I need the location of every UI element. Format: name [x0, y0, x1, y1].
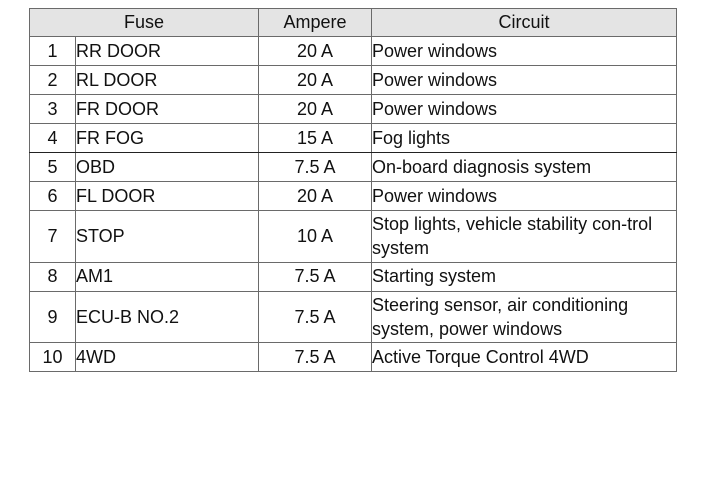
- table-row: [30, 291, 677, 343]
- fuse-number: 7: [30, 211, 76, 263]
- header-circuit: Circuit: [372, 9, 677, 37]
- fuse-name: FR FOG: [76, 124, 259, 153]
- table-row: [30, 211, 677, 263]
- table-row: [30, 153, 677, 182]
- fuse-number: 6: [30, 182, 76, 211]
- fuse-circuit: Steering sensor, air conditioning system, power windows: [372, 291, 677, 343]
- fuse-ampere: 7.5 A: [259, 291, 372, 343]
- fuse-circuit: Power windows: [372, 37, 677, 66]
- fuse-circuit: Stop lights, vehicle stability con-trol system: [372, 211, 677, 263]
- fuse-name: ECU-B NO.2: [76, 291, 259, 343]
- fuse-ampere: 7.5 A: [259, 153, 372, 182]
- fuse-number: 10: [30, 343, 76, 372]
- table-row: [30, 182, 677, 211]
- fuse-number: 8: [30, 262, 76, 291]
- fuse-circuit: Starting system: [372, 262, 677, 291]
- table-row: [30, 95, 677, 124]
- fuse-ampere: 20 A: [259, 182, 372, 211]
- table-row: [30, 37, 677, 66]
- fuse-ampere: 10 A: [259, 211, 372, 263]
- table-row: [30, 343, 677, 372]
- table-header-row: [30, 9, 677, 37]
- fuse-ampere: 20 A: [259, 37, 372, 66]
- fuse-name: AM1: [76, 262, 259, 291]
- fuse-ampere: 20 A: [259, 66, 372, 95]
- table-row: [30, 124, 677, 153]
- fuse-name: RL DOOR: [76, 66, 259, 95]
- fuse-table: [29, 8, 677, 372]
- fuse-number: 9: [30, 291, 76, 343]
- fuse-circuit: On-board diagnosis system: [372, 153, 677, 182]
- fuse-number: 5: [30, 153, 76, 182]
- header-fuse: Fuse: [30, 9, 259, 37]
- fuse-circuit: Power windows: [372, 182, 677, 211]
- fuse-ampere: 20 A: [259, 95, 372, 124]
- fuse-name: OBD: [76, 153, 259, 182]
- header-ampere: Ampere: [259, 9, 372, 37]
- fuse-ampere: 15 A: [259, 124, 372, 153]
- table-row: [30, 262, 677, 291]
- fuse-name: FL DOOR: [76, 182, 259, 211]
- fuse-name: RR DOOR: [76, 37, 259, 66]
- fuse-circuit: Fog lights: [372, 124, 677, 153]
- fuse-circuit: Power windows: [372, 66, 677, 95]
- fuse-number: 4: [30, 124, 76, 153]
- fuse-name: STOP: [76, 211, 259, 263]
- fuse-number: 1: [30, 37, 76, 66]
- fuse-name: FR DOOR: [76, 95, 259, 124]
- fuse-circuit: Power windows: [372, 95, 677, 124]
- fuse-number: 2: [30, 66, 76, 95]
- fuse-ampere: 7.5 A: [259, 262, 372, 291]
- table-row: [30, 66, 677, 95]
- fuse-ampere: 7.5 A: [259, 343, 372, 372]
- fuse-name: 4WD: [76, 343, 259, 372]
- fuse-number: 3: [30, 95, 76, 124]
- fuse-circuit: Active Torque Control 4WD: [372, 343, 677, 372]
